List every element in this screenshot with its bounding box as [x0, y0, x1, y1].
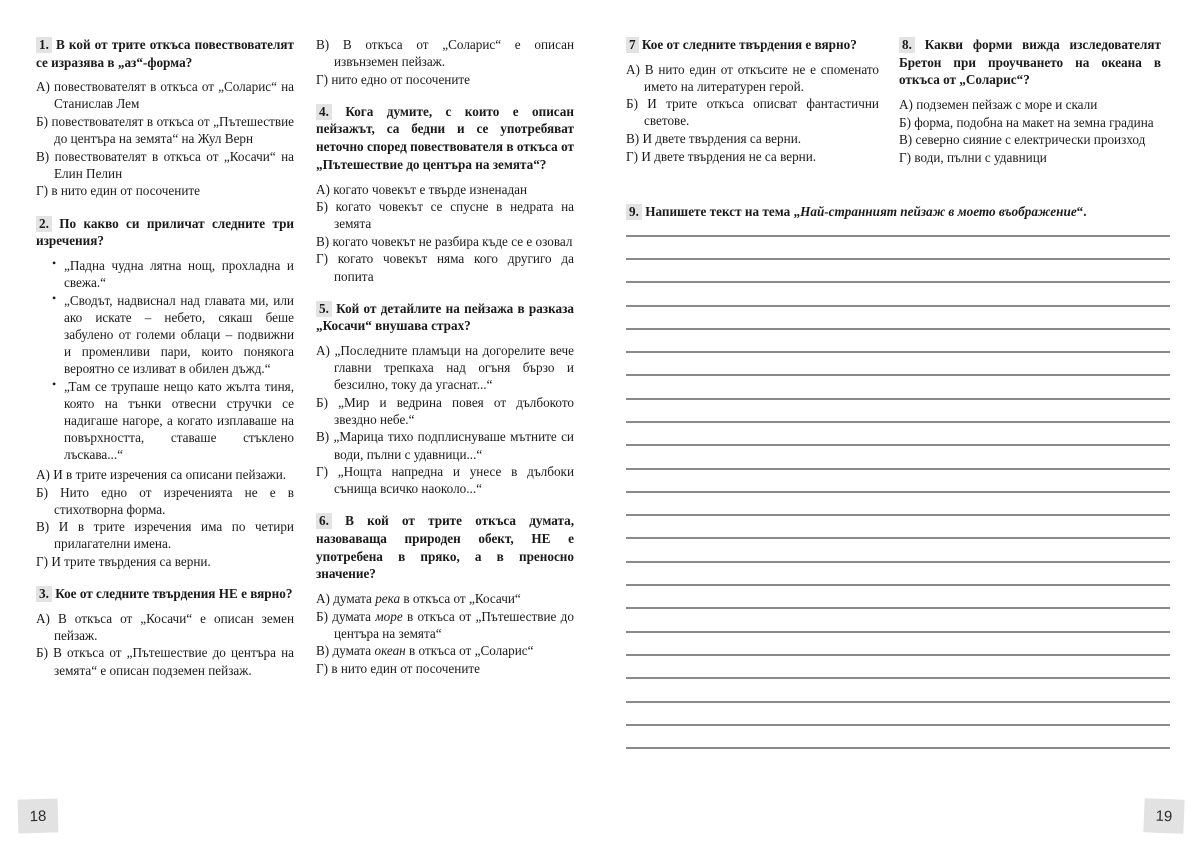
option-g[interactable] — [316, 71, 574, 88]
option-b-label: Б) — [626, 96, 638, 112]
page-number-left: 18 — [18, 798, 59, 833]
option-a-label: А) — [36, 467, 50, 483]
question-1-text: В кой от трите откъса повествователят се изразява в „аз“-форма? — [36, 37, 294, 70]
answer-lines[interactable] — [626, 235, 1170, 750]
option-g-label: Г) — [626, 148, 639, 164]
option-g-text: нито едно от посочените — [331, 71, 471, 87]
answer-line[interactable] — [626, 747, 1170, 749]
question-9 — [626, 203, 1170, 749]
option-g-text: „Нощта напредна и унесе в дълбоки сънища всичко наоколо...“ — [334, 464, 575, 497]
option-v-label: В) — [316, 643, 330, 659]
option-v[interactable] — [316, 36, 574, 70]
excerpt-2: • „Сводът, надвиснал над главата ми, или ако искате – небето, сякаш беше забулено от големи облаци – подвижни и променливи пари, които понякога вероятно се изливат в обилен дъжд.“ — [52, 292, 294, 377]
option-g[interactable] — [626, 148, 879, 165]
answer-line[interactable] — [626, 607, 1170, 609]
option-b-label: Б) — [899, 114, 911, 130]
option-a[interactable] — [316, 342, 574, 393]
question-9-topic: Най-странният пейзаж в моето въображение — [800, 203, 1077, 219]
answer-line[interactable] — [626, 561, 1170, 563]
option-a-text: „Последните пламъци на догорелите вече главни трепкаха над огъня бързо и безсилно, току да угаснат...“ — [334, 342, 575, 393]
question-6-number: 6. — [316, 513, 332, 529]
option-v-text: И в трите изречения има по четири прилагателни имена. — [54, 519, 294, 552]
option-a-text: В нито един от откъсите не е споменато името на литературен герой. — [644, 61, 880, 94]
option-v-label: В) — [36, 519, 50, 535]
question-6-text: В кой от трите откъса думата, назоваваща природен обект, НЕ е употребена в пряко, а в преносно значение? — [316, 513, 575, 582]
option-v-label: В) — [316, 37, 330, 52]
option-a-label: А) — [626, 61, 640, 77]
option-a-label: А) — [316, 591, 330, 607]
question-9-prompt-pre: Напишете текст на тема „ — [645, 203, 801, 219]
option-a[interactable] — [626, 61, 879, 95]
page-number-right: 19 — [1143, 798, 1184, 834]
option-b-text: повествователят в откъса от „Пътешествие до центъра на земята“ на Жул Верн — [51, 114, 295, 147]
option-b[interactable] — [36, 113, 294, 147]
option-a-pre: думата — [333, 591, 376, 607]
answer-line[interactable] — [626, 351, 1170, 353]
question-7 — [626, 36, 879, 165]
option-v[interactable] — [36, 518, 294, 552]
question-8 — [899, 36, 1161, 166]
option-v-label: В) — [316, 233, 330, 249]
option-g[interactable] — [36, 553, 294, 570]
question-6-stem — [316, 512, 574, 583]
option-a-text: И в трите изречения са описани пейзажи. — [53, 467, 287, 483]
option-g[interactable] — [316, 250, 574, 284]
question-9-prompt-post: “. — [1076, 203, 1087, 219]
question-6-options — [316, 590, 574, 677]
option-a[interactable] — [899, 96, 1161, 113]
option-v-text: когато човекът не разбира къде се е озовал — [332, 233, 573, 249]
option-a-label: А) — [36, 79, 50, 95]
answer-line[interactable] — [626, 258, 1170, 260]
option-v[interactable] — [36, 148, 294, 182]
answer-line[interactable] — [626, 677, 1170, 679]
answer-line[interactable] — [626, 305, 1170, 307]
question-2-text: По какво си приличат следните три изречения? — [36, 215, 295, 249]
option-a-label: А) — [316, 342, 330, 358]
question-7-text: Кое от следните твърдения е вярно? — [641, 37, 857, 52]
option-b-text: „Мир и ведрина повея от дълбокото звездно небе.“ — [334, 394, 575, 427]
question-5-number: 5. — [316, 301, 332, 317]
left-columns — [36, 36, 574, 694]
option-g[interactable] — [899, 149, 1161, 166]
option-a[interactable] — [316, 181, 574, 198]
answer-line[interactable] — [626, 374, 1170, 376]
answer-line[interactable] — [626, 328, 1170, 330]
option-v-label: В) — [36, 148, 50, 164]
option-g-label: Г) — [36, 183, 49, 199]
answer-line[interactable] — [626, 724, 1170, 726]
question-4-number: 4. — [316, 104, 332, 120]
option-b[interactable] — [899, 114, 1161, 131]
option-a[interactable] — [36, 466, 294, 483]
answer-line[interactable] — [626, 235, 1170, 237]
option-a-label: А) — [36, 610, 50, 626]
question-2-stem — [36, 215, 294, 250]
option-b-text: когато човекът се спусне в недрата на земята — [334, 199, 574, 232]
option-g-text: И трите твърдения са верни. — [51, 554, 211, 569]
option-b-label: Б) — [316, 199, 328, 215]
question-8-text: Какви форми вижда изследователят Бретон при проучването на океана в откъса от „Соларис“? — [899, 37, 1162, 88]
option-g-text: води, пълни с удавници — [914, 149, 1047, 165]
option-g[interactable] — [316, 660, 574, 677]
question-3 — [36, 585, 294, 679]
question-1-stem — [36, 36, 294, 71]
option-a[interactable] — [316, 590, 574, 607]
option-g-text: И двете твърдения не са верни. — [641, 148, 817, 164]
option-v[interactable] — [316, 642, 574, 659]
question-7-options — [626, 61, 879, 165]
option-g-text: в нито един от посочените — [331, 660, 481, 676]
option-a-text: подземен пейзаж с море и скали — [916, 97, 1098, 113]
column-1 — [36, 36, 294, 694]
option-b-keyword: море — [375, 608, 403, 624]
answer-line[interactable] — [626, 281, 1170, 283]
question-8-stem — [899, 36, 1161, 89]
option-a-post: в откъса от „Косачи“ — [400, 591, 521, 607]
answer-line[interactable] — [626, 654, 1170, 656]
option-v-label: В) — [316, 429, 330, 445]
answer-line[interactable] — [626, 398, 1170, 400]
option-a-label: А) — [899, 97, 913, 113]
question-4-options — [316, 181, 574, 285]
option-v[interactable] — [316, 428, 574, 462]
question-2-number: 2. — [36, 216, 52, 232]
option-a-text: когато човекът е твърде изненадан — [333, 181, 528, 197]
option-v-pre: думата — [332, 643, 375, 659]
answer-line[interactable] — [626, 514, 1170, 516]
option-g-label: Г) — [316, 660, 329, 676]
option-b[interactable] — [36, 484, 294, 518]
column-3 — [626, 36, 879, 180]
answer-line[interactable] — [626, 631, 1170, 633]
option-b[interactable] — [316, 608, 574, 642]
option-g-label: Г) — [316, 464, 329, 480]
question-3-options-continued — [316, 36, 574, 88]
option-b-label: Б) — [316, 608, 328, 624]
option-b[interactable] — [316, 394, 574, 428]
option-b-text: И трите откъса описват фантастични светове. — [644, 96, 879, 129]
question-8-options — [899, 96, 1161, 166]
question-4-stem — [316, 103, 574, 174]
answer-line[interactable] — [626, 537, 1170, 539]
option-g-label: Г) — [899, 149, 912, 165]
option-b-label: Б) — [36, 484, 48, 500]
option-b[interactable] — [316, 198, 574, 232]
question-2-excerpts — [36, 257, 294, 463]
question-3-number: 3. — [36, 586, 52, 602]
question-3-text: Кое от следните твърдения НЕ е вярно? — [55, 586, 293, 602]
option-v-text: В откъса от „Соларис“ е описан извънземен пейзаж. — [334, 37, 574, 70]
excerpt-3: • „Там се трупаше нещо като жълта тиня, която на тънки отвесни стручки се надигаше нагоре, а когато изплаваше на повърхността, ставаше стъклено лъскава...“ — [52, 378, 294, 463]
option-b-pre: думата — [332, 608, 376, 624]
answer-line[interactable] — [626, 421, 1170, 423]
question-5-options — [316, 342, 574, 497]
question-3-stem — [36, 585, 294, 603]
option-a-keyword: река — [375, 591, 401, 607]
question-1-options — [36, 78, 294, 199]
option-v-text: И двете твърдения са верни. — [642, 131, 802, 147]
question-9-stem — [626, 203, 1170, 221]
question-2 — [36, 215, 294, 571]
option-v-label: В) — [626, 131, 640, 147]
answer-line[interactable] — [626, 584, 1170, 586]
option-v-post: в откъса от „Соларис“ — [405, 643, 534, 659]
page-right — [600, 0, 1200, 846]
option-v[interactable] — [626, 130, 879, 147]
question-3-options — [36, 610, 294, 679]
question-5-stem — [316, 300, 574, 335]
option-v[interactable] — [316, 233, 574, 250]
question-6 — [316, 512, 574, 677]
answer-line[interactable] — [626, 491, 1170, 493]
answer-line[interactable] — [626, 701, 1170, 703]
option-b-text: В откъса от „Пътешествие до центъра на земята“ е описан подземен пейзаж. — [53, 645, 294, 678]
question-2-options — [36, 466, 294, 570]
option-b-text: Нито едно от изреченията не е в стихотворна форма. — [54, 484, 295, 517]
excerpt-1: • „Падна чудна лятна нощ, прохладна и свежа.“ — [52, 257, 294, 291]
option-g-label: Г) — [36, 554, 49, 569]
option-a-text: повествователят в откъса от „Соларис“ на Станислав Лем — [54, 79, 294, 112]
question-1 — [36, 36, 294, 200]
question-1-number: 1. — [36, 37, 52, 53]
question-5 — [316, 300, 574, 498]
column-2 — [316, 36, 574, 692]
option-v[interactable] — [899, 131, 1161, 148]
option-g-label: Г) — [316, 71, 329, 87]
question-5-text: Кой от детайлите на пейзажа в разказа „Косачи“ внушава страх? — [316, 300, 574, 334]
option-a[interactable] — [36, 610, 294, 644]
question-7-number: 7 — [626, 37, 639, 53]
question-9-number: 9. — [626, 204, 642, 220]
option-a-text: В откъса от „Косачи“ е описан земен пейзаж. — [54, 610, 294, 643]
right-columns — [626, 36, 1170, 181]
option-b-label: Б) — [316, 394, 328, 410]
answer-line[interactable] — [626, 468, 1170, 470]
option-v-text: повествователят в откъса от „Косачи“ на Елин Пелин — [54, 148, 295, 181]
option-b-label: Б) — [36, 114, 48, 130]
option-g-label: Г) — [316, 251, 329, 267]
option-g[interactable] — [316, 463, 574, 497]
column-4 — [899, 36, 1161, 181]
option-b-text: форма, подобна на макет на земна градина — [914, 114, 1154, 130]
option-a-label: А) — [316, 181, 330, 197]
question-4-text: Кога думите, с които е описан пейзажът, са бедни и се употребяват неточно според повествователя в откъса от „Пътешествие до центъра на земята“? — [316, 103, 574, 172]
option-v-label: В) — [899, 132, 913, 148]
option-g-text: когато човекът няма кого другиго да попита — [334, 251, 574, 284]
option-g[interactable] — [36, 182, 294, 199]
option-b-label: Б) — [36, 645, 48, 661]
option-b-post: в откъса от „Пътешествие до центъра на земята“ — [334, 608, 574, 641]
option-g-text: в нито един от посочените — [51, 183, 201, 199]
question-8-number: 8. — [899, 37, 915, 53]
option-b[interactable] — [36, 644, 294, 678]
answer-line[interactable] — [626, 444, 1170, 446]
question-7-stem — [626, 36, 879, 54]
option-v-keyword: океан — [374, 643, 406, 659]
question-4 — [316, 103, 574, 285]
option-v-text: „Марица тихо подплиснуваше мътните си води, пълни с удавници...“ — [333, 429, 574, 462]
option-a[interactable] — [36, 78, 294, 112]
question-3-continued — [316, 36, 574, 88]
option-v-text: северно сияние с електрически произход — [915, 132, 1146, 148]
option-b[interactable] — [626, 95, 879, 129]
